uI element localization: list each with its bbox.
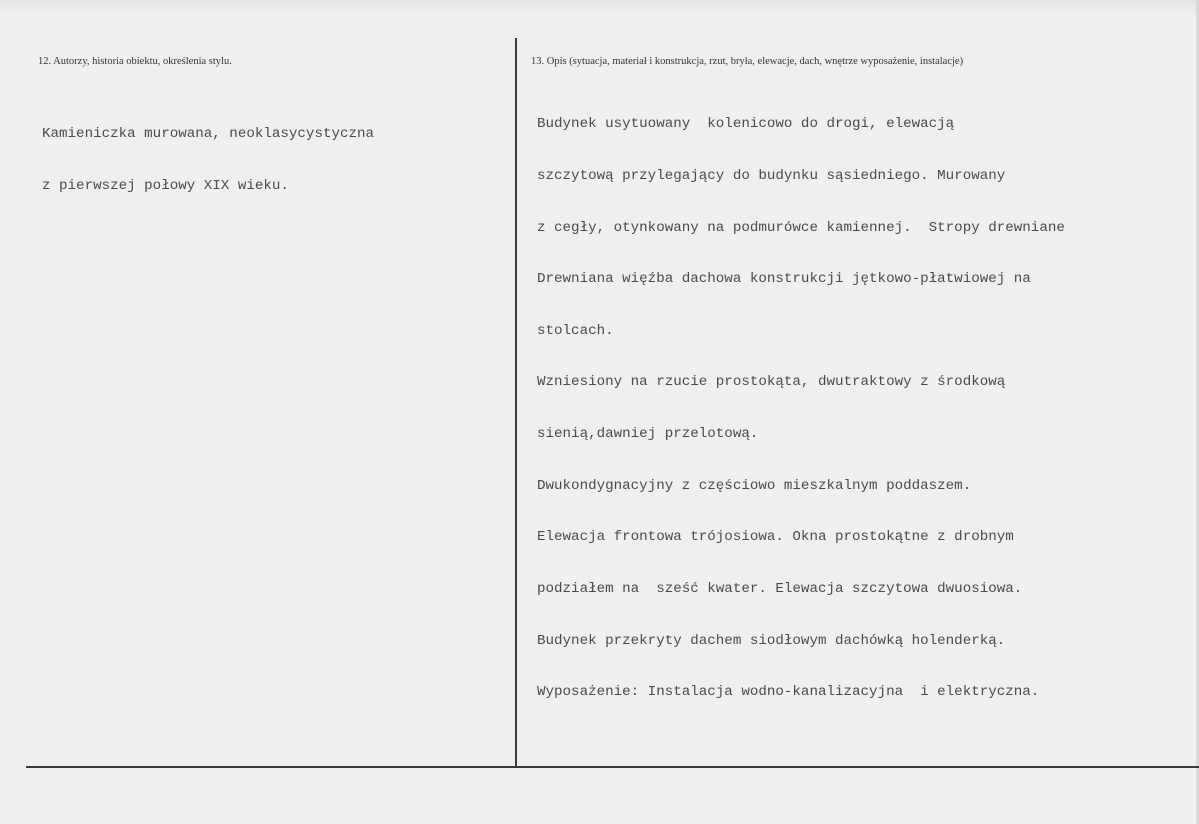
typed-line: Budynek usytuowany kolenicowo do drogi, elewacją bbox=[537, 116, 955, 133]
typed-line: Budynek przekryty dachem siodłowym dachówką holenderką. bbox=[537, 632, 1006, 649]
bottom-rule bbox=[26, 766, 1199, 768]
typed-line: sienią,dawniej przelotową. bbox=[537, 426, 759, 443]
typed-line: Kamieniczka murowana, neoklasycystyczna bbox=[42, 126, 375, 143]
typed-line: Dwukondygnacyjny z częściowo mieszkalnym poddaszem. bbox=[537, 477, 972, 494]
typed-line: Elewacja frontowa trójosiowa. Okna prostokątne z drobnym bbox=[537, 529, 1014, 546]
typed-line: Wzniesiony na rzucie prostokąta, dwutraktowy z środkową bbox=[537, 374, 1006, 391]
scan-top-edge bbox=[0, 0, 1199, 14]
section-12-heading: 12. Autorzy, historia obiektu, określenia stylu. bbox=[38, 56, 232, 67]
section-13-text bbox=[537, 82, 1065, 736]
typed-line: podziałem na sześć kwater. Elewacja szczytowa dwuosiowa. bbox=[537, 580, 1023, 597]
typed-line: z cegły, otynkowany na podmurówce kamiennej. Stropy drewniane bbox=[537, 219, 1065, 236]
section-13-heading: 13. Opis (sytuacja, materiał i konstrukcja, rzut, bryła, elewacje, dach, wnętrze wyposażenie, instalacje) bbox=[531, 56, 964, 67]
column-divider bbox=[515, 38, 517, 766]
section-12-text bbox=[42, 92, 374, 230]
typed-line: Wyposażenie: Instalacja wodno-kanalizacyjna i elektryczna. bbox=[537, 684, 1040, 701]
typed-line: z pierwszej połowy XIX wieku. bbox=[42, 178, 289, 195]
typed-line: stolcach. bbox=[537, 322, 614, 339]
typed-line: Drewniana więźba dachowa konstrukcji jętkowo-płatwiowej na bbox=[537, 271, 1031, 288]
typed-line: szczytową przylegający do budynku sąsiedniego. Murowany bbox=[537, 168, 1006, 185]
